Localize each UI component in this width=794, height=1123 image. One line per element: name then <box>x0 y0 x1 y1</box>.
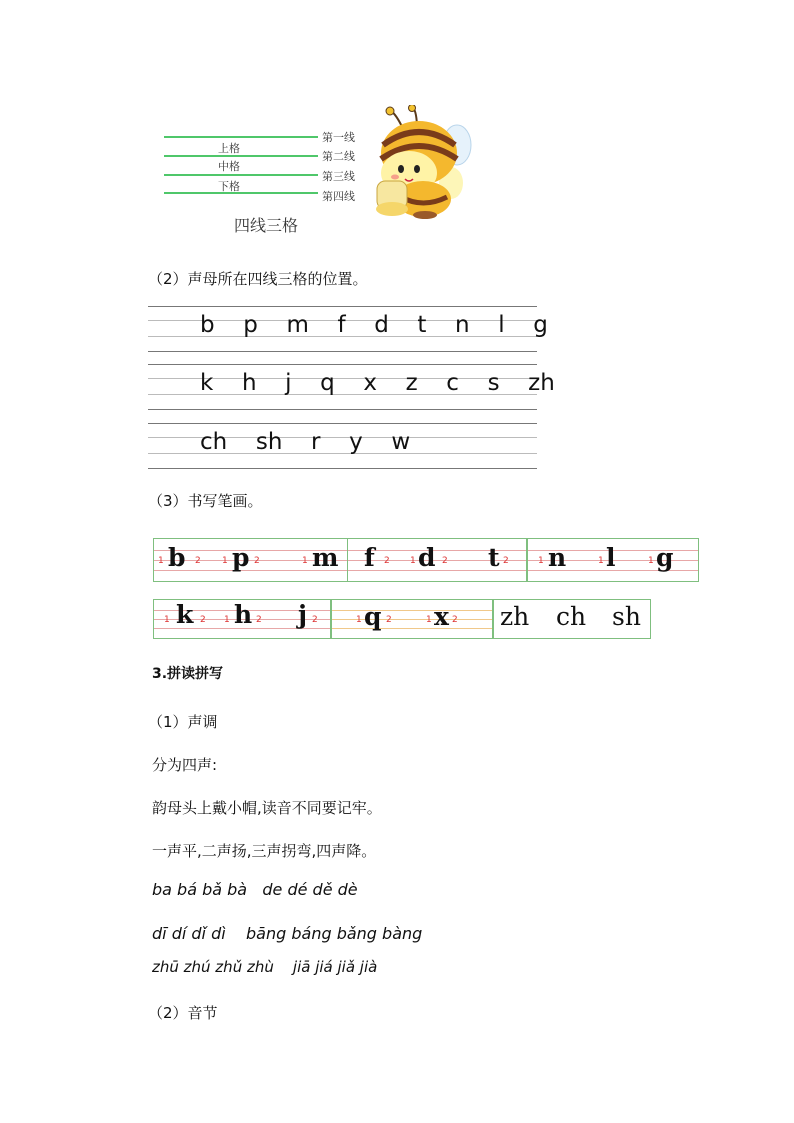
stroke-num: 1 <box>426 615 432 625</box>
row-line <box>148 351 537 352</box>
stroke-letter-p: p <box>232 543 250 572</box>
tone-rhyme-2: 一声平,二声扬,三声拐弯,四声降。 <box>152 842 377 860</box>
tone-intro: 分为四声: <box>152 756 218 774</box>
stroke-letter-f: f <box>364 543 375 572</box>
line-1-label: 第一线 <box>322 131 355 144</box>
bee-mascot-icon <box>365 105 477 220</box>
stroke-num: 2 <box>312 615 318 625</box>
stroke-letter-zh: zh <box>500 602 530 631</box>
initials-row-2 <box>148 364 555 414</box>
stroke-num: 2 <box>195 556 201 566</box>
stroke-letter-k: k <box>176 600 194 629</box>
line-2-label: 第二线 <box>322 150 355 163</box>
initials-row-3 <box>148 423 537 473</box>
stroke-num: 1 <box>648 556 654 566</box>
grid-line-2 <box>164 155 318 157</box>
stroke-letter-b: b <box>168 543 186 572</box>
pinyin-line-1: ba bá bǎ bà de dé dě dè <box>152 880 358 899</box>
tone-title: （1）声调 <box>148 713 218 731</box>
stroke-num: 2 <box>503 556 509 566</box>
stroke-letter-sh: sh <box>612 602 641 631</box>
stroke-num: 1 <box>538 556 544 566</box>
syllable-title: （2）音节 <box>148 1004 218 1022</box>
stroke-num: 1 <box>410 556 416 566</box>
stroke-num: 1 <box>158 556 164 566</box>
stroke-num: 2 <box>254 556 260 566</box>
stroke-letter-l: l <box>606 543 616 572</box>
stroke-num: 1 <box>356 615 362 625</box>
section-3-title: （3）书写笔画。 <box>148 492 263 510</box>
lower-cell-label: 下格 <box>218 180 240 193</box>
row-line <box>148 364 537 365</box>
stroke-box-6 <box>493 599 651 639</box>
row-line <box>148 409 537 410</box>
stroke-box-4 <box>153 599 331 639</box>
initials-row-1 <box>148 306 548 356</box>
middle-cell-label: 中格 <box>218 160 240 173</box>
stroke-num: 1 <box>222 556 228 566</box>
stroke-letter-q: q <box>364 602 382 631</box>
row-line <box>148 306 537 307</box>
initials-row-2-letters: k h j q x z c s zh <box>200 370 555 396</box>
stroke-num: 2 <box>200 615 206 625</box>
stroke-box-5 <box>331 599 493 639</box>
stroke-num: 1 <box>302 556 308 566</box>
stroke-box-2 <box>347 538 527 582</box>
initials-row-1-letters: b p m f d t n l g <box>200 312 548 338</box>
pinyin-line-2: dī dí dǐ dì bāng báng bǎng bàng <box>152 924 423 943</box>
stroke-guide <box>332 610 492 611</box>
stroke-letter-g: g <box>656 543 674 572</box>
stroke-num: 2 <box>452 615 458 625</box>
grid-line-1 <box>164 136 318 138</box>
stroke-box-1 <box>153 538 349 582</box>
stroke-letter-m: m <box>312 543 339 572</box>
initials-row-3-letters: ch sh r y w <box>200 429 411 455</box>
stroke-letter-n: n <box>548 543 567 572</box>
stroke-letter-h: h <box>234 600 253 629</box>
stroke-num: 1 <box>164 615 170 625</box>
stroke-num: 2 <box>442 556 448 566</box>
stroke-box-3 <box>527 538 699 582</box>
stroke-num: 1 <box>598 556 604 566</box>
grid-line-3 <box>164 174 318 176</box>
stroke-letter-d: d <box>418 543 436 572</box>
stroke-letter-t: t <box>488 543 500 572</box>
stroke-guide <box>332 628 492 629</box>
upper-cell-label: 上格 <box>218 142 240 155</box>
stroke-letter-j: j <box>298 600 308 629</box>
section-heading-3: 3.拼读拼写 <box>152 666 224 682</box>
stroke-num: 2 <box>384 556 390 566</box>
stroke-num: 2 <box>256 615 262 625</box>
stroke-letter-x: x <box>434 602 449 631</box>
grid-caption: 四线三格 <box>234 216 299 235</box>
section-2-title: （2）声母所在四线三格的位置。 <box>148 270 368 288</box>
stroke-num: 1 <box>224 615 230 625</box>
line-4-label: 第四线 <box>322 190 355 203</box>
row-line <box>148 423 537 424</box>
stroke-num: 2 <box>386 615 392 625</box>
stroke-letter-ch: ch <box>556 602 587 631</box>
line-3-label: 第三线 <box>322 170 355 183</box>
row-line <box>148 468 537 469</box>
tone-rhyme-1: 韵母头上戴小帽,读音不同要记牢。 <box>152 799 382 817</box>
pinyin-line-3: zhū zhú zhǔ zhù jiā jiá jiǎ jià <box>152 958 378 976</box>
grid-line-4 <box>164 192 318 194</box>
